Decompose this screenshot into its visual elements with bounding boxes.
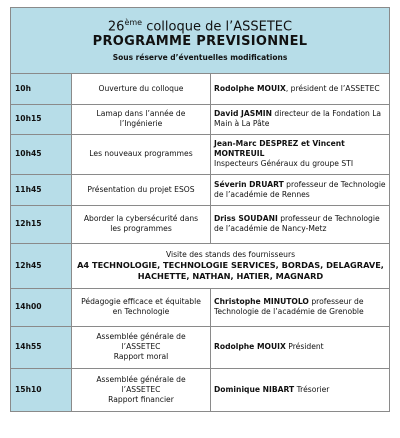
suppliers-visit: [72, 243, 390, 288]
title-superscript: ème: [124, 18, 143, 27]
row-time: 10h: [11, 74, 72, 104]
row-speaker: [211, 205, 390, 243]
suppliers-list-line1: A4 TECHNOLOGIE, TECHNOLOGIE SERVICES, BORDAS, DELAGRAVE,: [77, 259, 384, 270]
row-time: 14h55: [11, 326, 72, 368]
row-time: 12h15: [11, 205, 72, 243]
schedule-row: [11, 326, 389, 368]
speaker-description: Trésorier: [294, 384, 330, 394]
row-activity: Présentation du projet ESOS: [72, 174, 211, 205]
speaker-name: Rodolphe MOUIX: [214, 83, 286, 93]
speaker-description: professeur de Technologie de l’académie de Grenoble: [214, 297, 364, 316]
row-speaker: [211, 288, 390, 326]
schedule: [11, 74, 389, 411]
row-activity: Aborder la cybersécurité dans les programmes: [72, 205, 211, 243]
row-activity: Assemblée générale de l’ASSETEC Rapport moral: [72, 326, 211, 368]
row-speaker: [211, 174, 390, 205]
speaker-description: professeur de Technologie de l’académie de Rennes: [214, 179, 386, 199]
schedule-row: [11, 243, 389, 288]
programme-table: [10, 7, 390, 412]
row-activity: Ouverture du colloque: [72, 74, 211, 104]
schedule-row: [11, 368, 389, 411]
schedule-row: [11, 288, 389, 326]
colloquium-title: [11, 15, 389, 34]
row-time: 14h00: [11, 288, 72, 326]
row-speaker: [211, 368, 390, 411]
schedule-row: [11, 104, 389, 134]
programme-header: [11, 8, 389, 74]
row-activity: Les nouveaux programmes: [72, 134, 211, 174]
title-number: 26: [107, 19, 125, 35]
row-time: 12h45: [11, 243, 72, 288]
programme-subtitle: PROGRAMME PREVISIONNEL: [92, 34, 308, 50]
speaker-description: professeur de Technologie de l’académie de Nancy-Metz: [214, 214, 380, 233]
speaker-name: Christophe MINUTOLO: [214, 297, 309, 306]
suppliers-visit-title: Visite des stands des fournisseurs: [165, 249, 296, 259]
row-speaker: [211, 134, 390, 174]
row-activity: Assemblée générale de l’ASSETEC Rapport financier: [72, 368, 211, 411]
speaker-description: Président: [285, 342, 324, 351]
row-activity: Pédagogie efficace et équitable en Technologie: [72, 288, 211, 326]
speaker-name: Rodolphe MOUIX: [214, 342, 286, 351]
row-speaker: [211, 74, 390, 104]
suppliers-list-line2: HACHETTE, NATHAN, HATIER, MAGNARD: [137, 270, 324, 281]
schedule-row: [11, 174, 389, 205]
speaker-name: David JASMIN: [214, 109, 272, 118]
schedule-row: [11, 205, 389, 243]
row-time: 15h10: [11, 368, 72, 411]
speaker-description: , président de l’ASSETEC: [285, 83, 380, 93]
row-time: 11h45: [11, 174, 72, 205]
programme-note: Sous réserve d’éventuelles modifications: [112, 53, 288, 63]
row-activity: Lamap dans l’année de l’Ingénierie: [72, 104, 211, 134]
title-text: colloque de l’ASSETEC: [142, 19, 293, 35]
schedule-row: [11, 74, 389, 104]
row-time: 10h45: [11, 134, 72, 174]
row-speaker: [211, 326, 390, 368]
row-time: 10h15: [11, 104, 72, 134]
speaker-name: Driss SOUDANI: [214, 214, 278, 223]
schedule-row: [11, 134, 389, 174]
speaker-name: Jean-Marc DESPREZ et Vincent MONTREUIL: [214, 139, 345, 158]
speaker-name: Dominique NIBART: [214, 384, 295, 394]
speaker-description: Inspecteurs Généraux du groupe STI: [214, 159, 354, 168]
speaker-description: directeur de la Fondation La Main à La Pâte: [214, 109, 382, 128]
row-speaker: [211, 104, 390, 134]
speaker-name: Séverin DRUART: [214, 179, 284, 189]
